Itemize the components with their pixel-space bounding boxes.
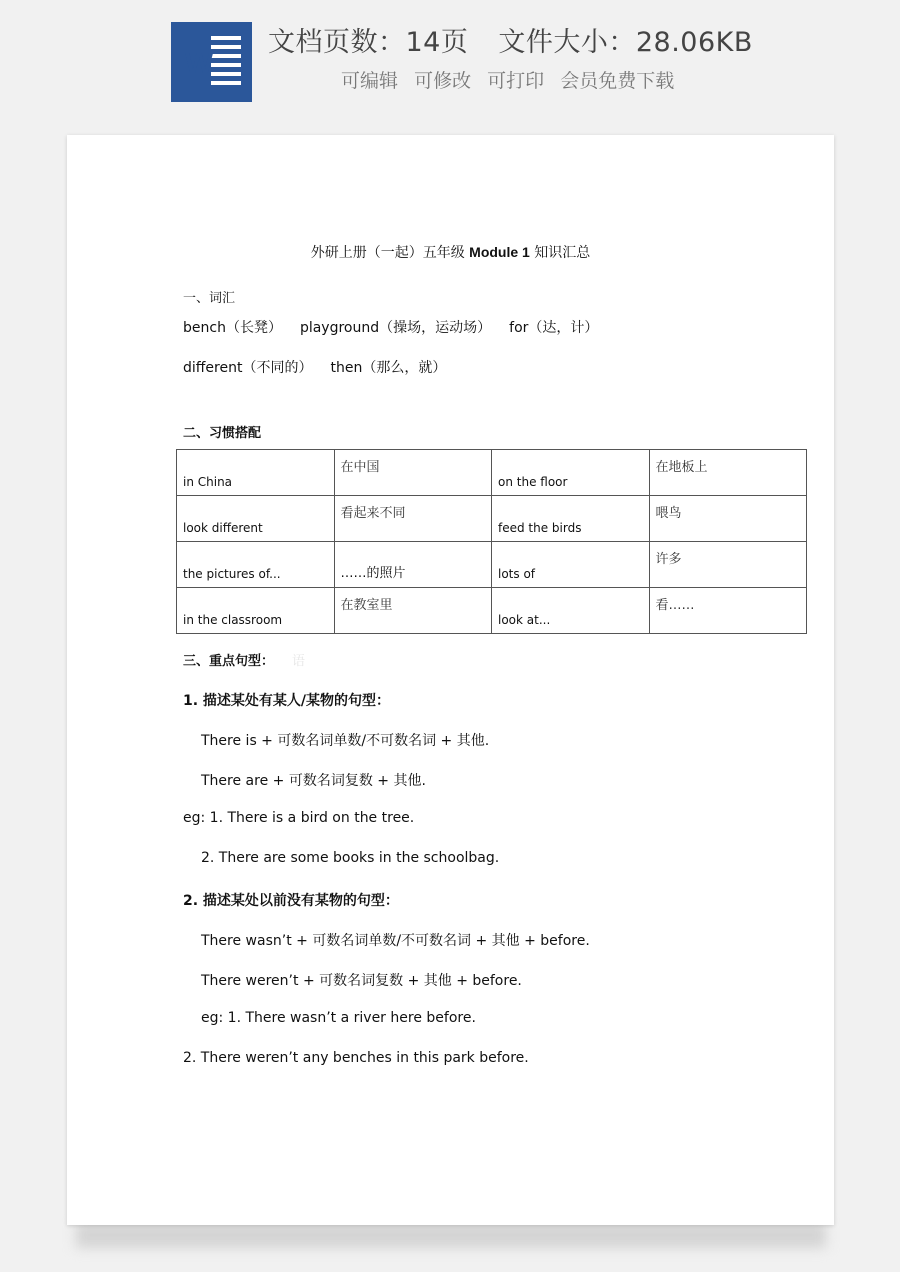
phrases-table bbox=[176, 449, 807, 634]
table-cell: 喂鸟 bbox=[649, 496, 807, 542]
page-count: 文档页数：14页 bbox=[268, 27, 469, 58]
file-size: 文件大小：28.06KB bbox=[498, 27, 753, 58]
pattern-2-heading: 2. 描述某处以前没有某物的句型： bbox=[183, 893, 399, 909]
pattern-1-example-1: eg: 1. There is a bird on the tree. bbox=[183, 810, 415, 826]
paper-shadow bbox=[76, 1222, 826, 1248]
document-title: 外研上册（一起）五年级 Module 1 知识汇总 bbox=[310, 244, 591, 261]
table-cell: 看…… bbox=[649, 588, 807, 634]
table-cell: look at... bbox=[492, 588, 650, 634]
table-row bbox=[177, 588, 807, 634]
section-vocab-heading: 一、词汇 bbox=[183, 291, 236, 306]
table-cell: 看起来不同 bbox=[334, 496, 492, 542]
pattern-2-line-2: There weren’t + 可数名词复数 + 其他 + before. bbox=[201, 973, 522, 989]
feature-printable: 可打印 bbox=[487, 70, 545, 92]
table-cell: lots of bbox=[492, 542, 650, 588]
word-doc-icon bbox=[171, 22, 252, 102]
pattern-2-example-1: eg: 1. There wasn’t a river here before. bbox=[201, 1010, 476, 1026]
table-cell: in China bbox=[177, 450, 335, 496]
feature-list bbox=[341, 66, 684, 93]
table-row bbox=[177, 450, 807, 496]
table-cell: 在中国 bbox=[334, 450, 492, 496]
table-cell: on the floor bbox=[492, 450, 650, 496]
table-cell: ……的照片 bbox=[334, 542, 492, 588]
feature-editable: 可编辑 bbox=[341, 70, 399, 92]
feature-modifiable: 可修改 bbox=[414, 70, 472, 92]
word-logo-letter: W bbox=[184, 47, 214, 80]
document-page bbox=[67, 135, 834, 1225]
table-cell: feed the birds bbox=[492, 496, 650, 542]
vocab-line-2: different（不同的） then（那么，就） bbox=[183, 360, 447, 376]
table-cell: the pictures of... bbox=[177, 542, 335, 588]
feature-free-download: 会员免费下载 bbox=[560, 70, 675, 92]
pattern-1-heading: 1. 描述某处有某人/某物的句型： bbox=[183, 693, 391, 709]
pattern-1-example-2: 2. There are some books in the schoolbag. bbox=[201, 850, 500, 866]
faint-watermark-char: 语 bbox=[292, 654, 306, 669]
table-cell: look different bbox=[177, 496, 335, 542]
doc-info bbox=[268, 20, 753, 59]
pattern-2-line-1: There wasn’t + 可数名词单数/不可数名词 + 其他 + before. bbox=[201, 933, 590, 949]
pattern-1-line-1: There is + 可数名词单数/不可数名词 + 其他. bbox=[201, 733, 490, 749]
vocab-line-1: bench（长凳） playground（操场，运动场） for（达，计） bbox=[183, 320, 599, 336]
table-row bbox=[177, 542, 807, 588]
table-row bbox=[177, 496, 807, 542]
title-module: Module 1 bbox=[469, 244, 530, 260]
table-cell: 在教室里 bbox=[334, 588, 492, 634]
section-phrases-heading: 二、习惯搭配 bbox=[183, 426, 262, 441]
pattern-2-example-2: 2. There weren’t any benches in this park before. bbox=[183, 1050, 529, 1066]
table-cell: in the classroom bbox=[177, 588, 335, 634]
pattern-1-line-2: There are + 可数名词复数 + 其他. bbox=[201, 773, 426, 789]
table-cell: 许多 bbox=[649, 542, 807, 588]
table-cell: 在地板上 bbox=[649, 450, 807, 496]
section-sentences-heading: 三、重点句型： 语 bbox=[183, 654, 306, 669]
download-header bbox=[0, 0, 900, 120]
